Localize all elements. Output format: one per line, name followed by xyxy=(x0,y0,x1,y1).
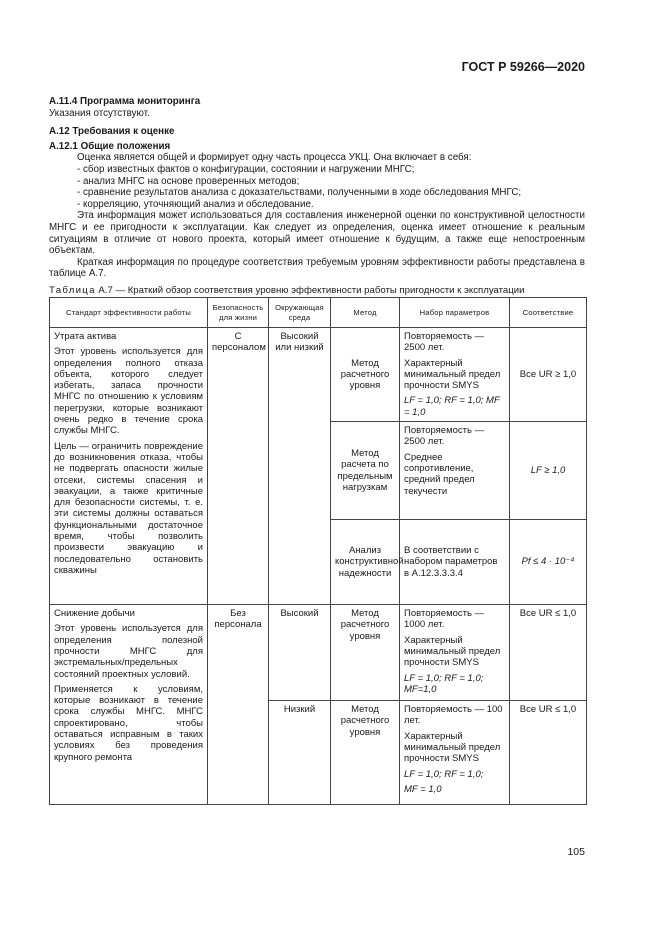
standard-desc: Этот уровень используется для определения полезной прочности МНГС для экстремальных/предельных состояний проектных условий. xyxy=(54,623,203,680)
standard-desc: Этот уровень используется для определения полного отказа объекта, которого следует избегать, запаса прочности МНГС по отношению к условиям перегрузки, которые возникают очень редко в течение срока службы МНГС. xyxy=(54,346,203,437)
params-cell xyxy=(400,520,510,605)
standard-desc: Применяется к условиям, которые возникают в течение срока службы МНГС. МНГС спроектировано, чтобы оставаться исправным в таких условиях без проведения крупного ремонта xyxy=(54,683,203,763)
method-cell: Анализ конструктивной надежности xyxy=(331,520,400,605)
param-line: LF = 1,0; RF = 1,0; MF = 1,0 xyxy=(404,395,500,418)
param-line: Повторяемость — 2500 лет. xyxy=(404,331,485,354)
compliance-cell: Все UR ≥ 1,0 xyxy=(510,328,587,422)
bullet-item: - корреляцию, уточняющий анализ и обследование. xyxy=(77,198,314,210)
table-caption xyxy=(49,285,524,296)
params-cell xyxy=(400,605,510,701)
bullet-item: - сбор известных фактов о конфигурации, состоянии и нагружении МНГС; xyxy=(77,163,415,175)
header-method: Метод xyxy=(331,298,400,328)
method-cell: Метод расчетного уровня xyxy=(331,701,400,805)
standard-title: Утрата актива xyxy=(54,331,117,342)
param-line: LF = 1,0; RF = 1,0; xyxy=(404,768,484,780)
paragraph: Эта информация может использоваться для составления инженерной оценки по конструктивной целостности МНГС и ее пригодности к эксплуатации. Как следует из определения, оценка имеет отношение к реальным ситуациям в отличие от нового проекта, который имеет отношение к будущим, а также еще непостроенным объектам. xyxy=(49,210,585,257)
header-life: Безопасность для жизни xyxy=(208,298,269,328)
compliance-cell: Все UR ≤ 1,0 xyxy=(510,605,587,701)
document-number: ГОСТ Р 59266—2020 xyxy=(461,60,585,74)
params-cell xyxy=(400,328,510,422)
life-cell: Без персонала xyxy=(208,605,269,805)
param-line: Повторяемость — 2500 лет. xyxy=(404,425,485,448)
intro-text: Оценка является общей и формирует одну часть процесса УКЦ. Она включает в себя: xyxy=(77,152,472,164)
life-cell: С персоналом xyxy=(208,328,269,605)
param-line: Характерный минимальный предел прочности SMYS xyxy=(404,634,501,669)
env-cell: Низкий xyxy=(269,701,331,805)
method-cell: Метод расчетного уровня xyxy=(331,605,400,701)
compliance-cell: LF ≥ 1,0 xyxy=(510,422,587,520)
standard-desc: Цель — ограничить повреждение до возникновения отказа, чтобы не подвергать опасности жилые отсеки, системы спасения и эвакуации, а также критичные для безопасности системы, т. е. эти системы должны оставаться функциональными достаточное время, чтобы позволить произвести эвакуацию и последовательно остановить скважины xyxy=(54,440,203,576)
heading-a112: А.12 Требования к оценке xyxy=(49,126,175,138)
table-row xyxy=(50,605,587,701)
param-line: Характерный минимальный предел прочности SMYS xyxy=(404,730,501,765)
header-params: Набор параметров xyxy=(400,298,510,328)
params-cell xyxy=(400,422,510,520)
param-line: В соответствии с набором параметров в А.12.3.3.3.4 xyxy=(404,545,498,579)
compliance-cell: Pf ≤ 4 · 10⁻⁴ xyxy=(510,520,587,605)
heading-a1121: А.12.1 Общие положения xyxy=(49,140,171,152)
paragraph: Краткая информация по процедуре соответствия требуемым уровням эффективности работы представлена в таблице А.7. xyxy=(49,256,585,280)
header-env: Окружающая среда xyxy=(269,298,331,328)
header-compliance: Соответствие xyxy=(510,298,587,328)
table-header-row xyxy=(50,298,587,328)
summary-table xyxy=(49,297,587,805)
param-line: Среднее сопротивление, средний предел текучести xyxy=(404,451,475,497)
env-cell: Высокий или низкий xyxy=(269,328,331,605)
header-standard: Стандарт эффективности работы xyxy=(50,298,208,328)
method-cell: Метод расчета по предельным нагрузкам xyxy=(331,422,400,520)
standard-title: Снижение добычи xyxy=(54,608,135,620)
page-number: 105 xyxy=(567,846,585,858)
compliance-cell: Все UR ≤ 1,0 xyxy=(510,701,587,805)
body-text xyxy=(49,96,585,280)
standard-cell xyxy=(50,605,208,805)
standard-cell xyxy=(50,328,208,605)
table-row xyxy=(50,328,587,422)
heading-a1114: А.11.4 Программа мониторинга xyxy=(49,96,201,107)
params-cell xyxy=(400,701,510,805)
bullet-item: - анализ МНГС на основе проверенных методов; xyxy=(77,175,300,187)
table-caption-label: Таблица xyxy=(49,285,96,296)
method-cell: Метод расчетного уровня xyxy=(331,328,400,422)
param-line: MF = 1,0 xyxy=(404,783,442,795)
param-line: Повторяемость — 100 лет. xyxy=(404,704,503,727)
param-line: LF = 1,0; RF = 1,0; MF=1,0 xyxy=(404,672,484,695)
env-cell: Высокий xyxy=(269,605,331,701)
table-caption-text: А.7 — Краткий обзор соответствия уровню эффективности работы пригодности к эксплуатации xyxy=(95,285,525,296)
text-a1114: Указания отсутствуют. xyxy=(49,107,150,119)
param-line: Повторяемость — 1000 лет. xyxy=(404,608,485,631)
bullet-item: - сравнение результатов анализа с доказательствами, полученными в ходе обследования МНГС; xyxy=(77,187,522,199)
param-line: Характерный минимальный предел прочности SMYS xyxy=(404,357,501,392)
